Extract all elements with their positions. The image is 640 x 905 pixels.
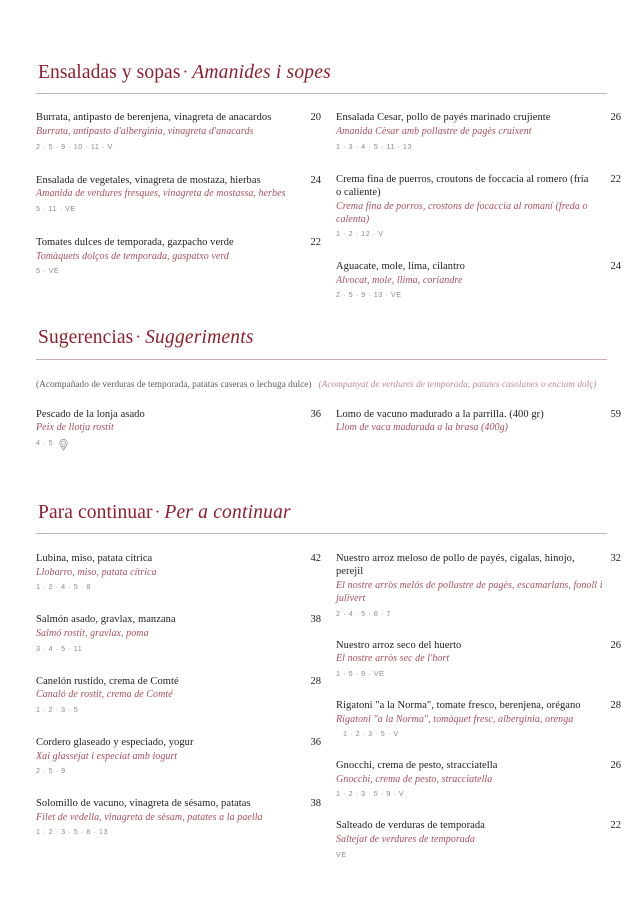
allergen-codes: VE	[336, 849, 347, 859]
dish-name-ca: Tomàquets dolços de temporada, gaspatxo verd	[36, 250, 229, 262]
dish-name-es: Canelón rustido, crema de Comté	[36, 675, 179, 687]
dish-name-es: Salmón asado, gravlax, manzana	[36, 614, 176, 626]
dish-item[interactable]	[336, 819, 622, 860]
section-title-separator: ·	[182, 62, 189, 81]
dish-item[interactable]	[36, 236, 322, 277]
dish-price: 26	[610, 639, 621, 651]
dish-heading-row	[36, 408, 322, 421]
dish-allergens	[336, 668, 622, 680]
dish-allergens	[336, 728, 622, 740]
dish-allergens	[36, 581, 322, 593]
dish-heading-row	[36, 675, 322, 688]
dish-heading-row	[336, 639, 622, 652]
dish-price: 26	[610, 760, 621, 772]
dish-name-es: Gnocchi, crema de pesto, stracciatella	[336, 760, 498, 772]
dish-item[interactable]	[336, 408, 622, 435]
section-note-es: (Acompañado de verduras de temporada, patatas caseras o lechuga dulce)	[36, 379, 312, 390]
section-title-es: Ensaladas y sopas	[38, 62, 181, 83]
dish-allergens	[36, 826, 322, 838]
dish-price: 38	[310, 614, 321, 626]
dish-item[interactable]	[36, 797, 322, 838]
dish-price: 32	[610, 553, 621, 565]
section-columns	[36, 111, 621, 301]
dish-heading-row	[36, 174, 322, 187]
section-note	[36, 379, 607, 392]
dish-allergens	[36, 203, 322, 215]
dish-name-ca: Saltejat de verdures de temporada	[336, 834, 475, 845]
dish-heading-row	[36, 797, 322, 810]
dish-allergens	[36, 643, 322, 655]
dish-heading-row	[36, 552, 322, 565]
column-right	[336, 552, 622, 860]
dish-allergens	[36, 765, 322, 777]
spacer	[36, 534, 607, 552]
dish-heading-row	[36, 613, 322, 626]
dish-name-ca: Rigatoni "a la Norma", tomàquet fresc, alberginia, orenga	[336, 713, 574, 725]
allergen-codes: 1 · 3 · 4 · 5 · 11 · 13	[336, 141, 413, 151]
dish-heading-row	[36, 736, 322, 749]
allergen-codes: 2 · 5 · 9 · 13 · VE	[336, 290, 402, 300]
dish-item[interactable]	[336, 260, 622, 301]
dish-name-es: Solomillo de vacuno, vinagreta de sésamo, patatas	[36, 798, 251, 810]
spacer	[36, 94, 607, 111]
dish-item[interactable]	[336, 699, 622, 740]
allergen-codes: 1 · 2 · 4 · 5 · 8	[36, 582, 91, 592]
dish-name-es: Pescado de la lonja asado	[36, 408, 145, 420]
allergen-codes: 2 · 5 · 9	[36, 766, 66, 776]
dish-price: 24	[310, 174, 321, 186]
dish-allergens	[336, 228, 622, 240]
dish-name-ca: Salmó rostit, gravlax, poma	[36, 628, 149, 640]
dish-item[interactable]	[36, 552, 322, 593]
allergen-codes: 1 · 2 · 3 · 5	[36, 704, 79, 714]
allergen-codes: 1 · 5 · 9 · VE	[336, 668, 385, 678]
section-sugerencias	[36, 327, 621, 450]
dish-item[interactable]	[336, 759, 622, 800]
allergen-codes: 2 · 4 · 5 · 6 · 7	[336, 608, 391, 618]
section-para-continuar	[36, 501, 621, 861]
dish-name-es: Nuestro arroz meloso de pollo de payés, cigalas, hinojo, perejil	[336, 553, 575, 578]
dish-allergens	[336, 608, 622, 620]
dish-heading-row	[336, 260, 622, 273]
section-title-es: Sugerencias	[38, 327, 134, 349]
dish-name-ca: Llom de vaca madurada a la brasa (400g)	[336, 422, 509, 434]
section-divider	[36, 359, 607, 360]
dish-price: 36	[310, 408, 321, 420]
dish-name-ca: Canaló de rostit, crema de Comté	[36, 689, 173, 701]
dish-price: 36	[310, 736, 321, 748]
dish-name-es: Lubina, miso, patata cítrica	[36, 553, 153, 565]
dish-item[interactable]	[36, 736, 322, 777]
dish-price: 22	[310, 236, 321, 248]
dish-allergens	[36, 265, 322, 277]
dish-name-es: Nuestro arroz seco del huerto	[336, 639, 462, 651]
dish-item[interactable]	[336, 552, 622, 619]
column-right	[336, 111, 622, 301]
dish-item[interactable]	[36, 675, 322, 716]
section-title-separator: ·	[154, 501, 161, 521]
dish-name-ca: Crema fina de porros, crostons de focaccia al romaní (freda o calenta)	[336, 200, 588, 225]
dish-price: 22	[610, 173, 621, 185]
section-title-separator: ·	[135, 327, 142, 347]
dish-allergens	[336, 289, 622, 301]
fish-icon	[57, 438, 70, 451]
section-note-ca: (Acompanyat de verdures de temporada, patates casolanes o enciam dolç)	[318, 379, 597, 390]
column-left	[36, 408, 322, 450]
dish-price: 28	[610, 699, 621, 711]
dish-heading-row	[336, 759, 622, 772]
dish-name-ca: El nostre arròs melós de pollastre de pagès, escamarlans, fonoll i julivert	[336, 580, 603, 605]
dish-item[interactable]	[36, 408, 322, 450]
allergen-codes: 1 · 2 · 3 · 5 · 8 · 13	[36, 827, 109, 837]
dish-allergens	[336, 788, 622, 800]
dish-name-ca: Amanida Cèsar amb pollastre de pagès cruixent	[336, 126, 532, 138]
section-title-ca: Per a continuar	[164, 501, 291, 523]
dish-name-es: Salteado de verduras de temporada	[336, 820, 485, 832]
section-heading	[36, 502, 607, 524]
section-heading	[36, 327, 607, 349]
dish-allergens	[36, 437, 322, 450]
dish-price: 22	[610, 820, 621, 832]
allergen-codes: 4 · 5	[36, 438, 54, 448]
dish-allergens	[336, 849, 622, 861]
dish-heading-row	[336, 819, 622, 832]
column-left	[36, 111, 322, 277]
dish-name-es: Rigatoni "a la Norma", tomate fresco, berenjena, orégano	[336, 699, 581, 711]
allergen-codes: 2 · 5 · 9 · 10 · 11 · V	[36, 141, 113, 151]
dish-price: 42	[310, 553, 321, 565]
dish-name-es: Aguacate, mole, lima, cilantro	[336, 261, 465, 273]
section-columns	[36, 552, 621, 860]
section-title-es: Para continuar	[38, 501, 153, 523]
dish-item[interactable]	[36, 613, 322, 654]
dish-name-es: Ensalada Cesar, pollo de payés marinado crujiente	[336, 112, 551, 124]
section-title-ca: Suggeriments	[145, 327, 254, 349]
column-right	[336, 408, 622, 435]
dish-allergens	[36, 704, 322, 716]
dish-heading-row	[336, 408, 622, 421]
dish-price: 24	[610, 261, 621, 273]
dish-name-ca: Burrata, antipasto d'alberginia, vinagreta d'anacards	[36, 126, 254, 138]
dish-item[interactable]	[336, 639, 622, 680]
section-columns	[36, 408, 621, 450]
dish-allergens	[336, 141, 622, 153]
dish-name-ca: Gnocchi, crema de pesto, stracciatella	[336, 773, 493, 785]
dish-name-ca: Peix de llotja rostit	[36, 422, 114, 434]
dish-heading-row	[336, 111, 622, 124]
allergen-codes: 5 · VE	[36, 266, 60, 276]
dish-name-ca: Filet de vedella, vinagreta de sèsam, patates a la paella	[36, 811, 263, 823]
allergen-codes: 1 · 2 · 3 · 5 · V	[343, 729, 399, 739]
dish-heading-row	[36, 236, 322, 249]
dish-price: 26	[610, 112, 621, 124]
dish-price: 28	[310, 675, 321, 687]
dish-item[interactable]	[336, 173, 622, 240]
dish-heading-row	[336, 173, 622, 199]
dish-heading-row	[336, 699, 622, 712]
allergen-codes: 5 · 11 · VE	[36, 203, 76, 213]
dish-name-ca: Llobarro, miso, patata cítrica	[36, 566, 157, 578]
dish-heading-row	[336, 552, 622, 578]
allergen-codes: 3 · 4 · 5 · 11	[36, 643, 83, 653]
section-ensaladas-y-sopas	[36, 62, 621, 301]
dish-name-es: Crema fina de puerros, croutons de foccacia al romero (fría o caliente)	[336, 173, 589, 198]
dish-item[interactable]	[36, 111, 322, 152]
dish-name-ca: Alvocat, mole, llima, coriandre	[336, 274, 463, 286]
dish-name-ca: Amanida de verdures fresques, vinagreta de mostassa, herbes	[36, 188, 286, 200]
dish-allergens	[36, 141, 322, 153]
dish-name-es: Lomo de vacuno madurado a la parrilla. (400 gr)	[336, 408, 544, 420]
dish-name-ca: Xai glassejat i especiat amb iogurt	[36, 750, 178, 762]
allergen-codes: 1 · 2 · 3 · 5 · 9 · V	[336, 789, 405, 799]
dish-name-es: Tomates dulces de temporada, gazpacho verde	[36, 236, 234, 248]
dish-item[interactable]	[36, 174, 322, 215]
dish-heading-row	[36, 111, 322, 124]
section-title-ca: Amanides i sopes	[192, 62, 331, 83]
dish-name-es: Ensalada de vegetales, vinagreta de mostaza, hierbas	[36, 174, 261, 186]
dish-name-es: Cordero glaseado y especiado, yogur	[36, 736, 194, 748]
dish-name-ca: El nostre arròs sec de l'hort	[336, 653, 450, 665]
dish-price: 20	[310, 112, 321, 124]
section-heading	[36, 62, 607, 84]
dish-item[interactable]	[336, 111, 622, 152]
dish-price: 59	[610, 408, 621, 420]
column-left	[36, 552, 322, 838]
allergen-codes: 1 · 2 · 12 · V	[336, 229, 384, 239]
dish-price: 38	[310, 798, 321, 810]
dish-name-es: Burrata, antipasto de berenjena, vinagreta de anacardos	[36, 112, 272, 124]
